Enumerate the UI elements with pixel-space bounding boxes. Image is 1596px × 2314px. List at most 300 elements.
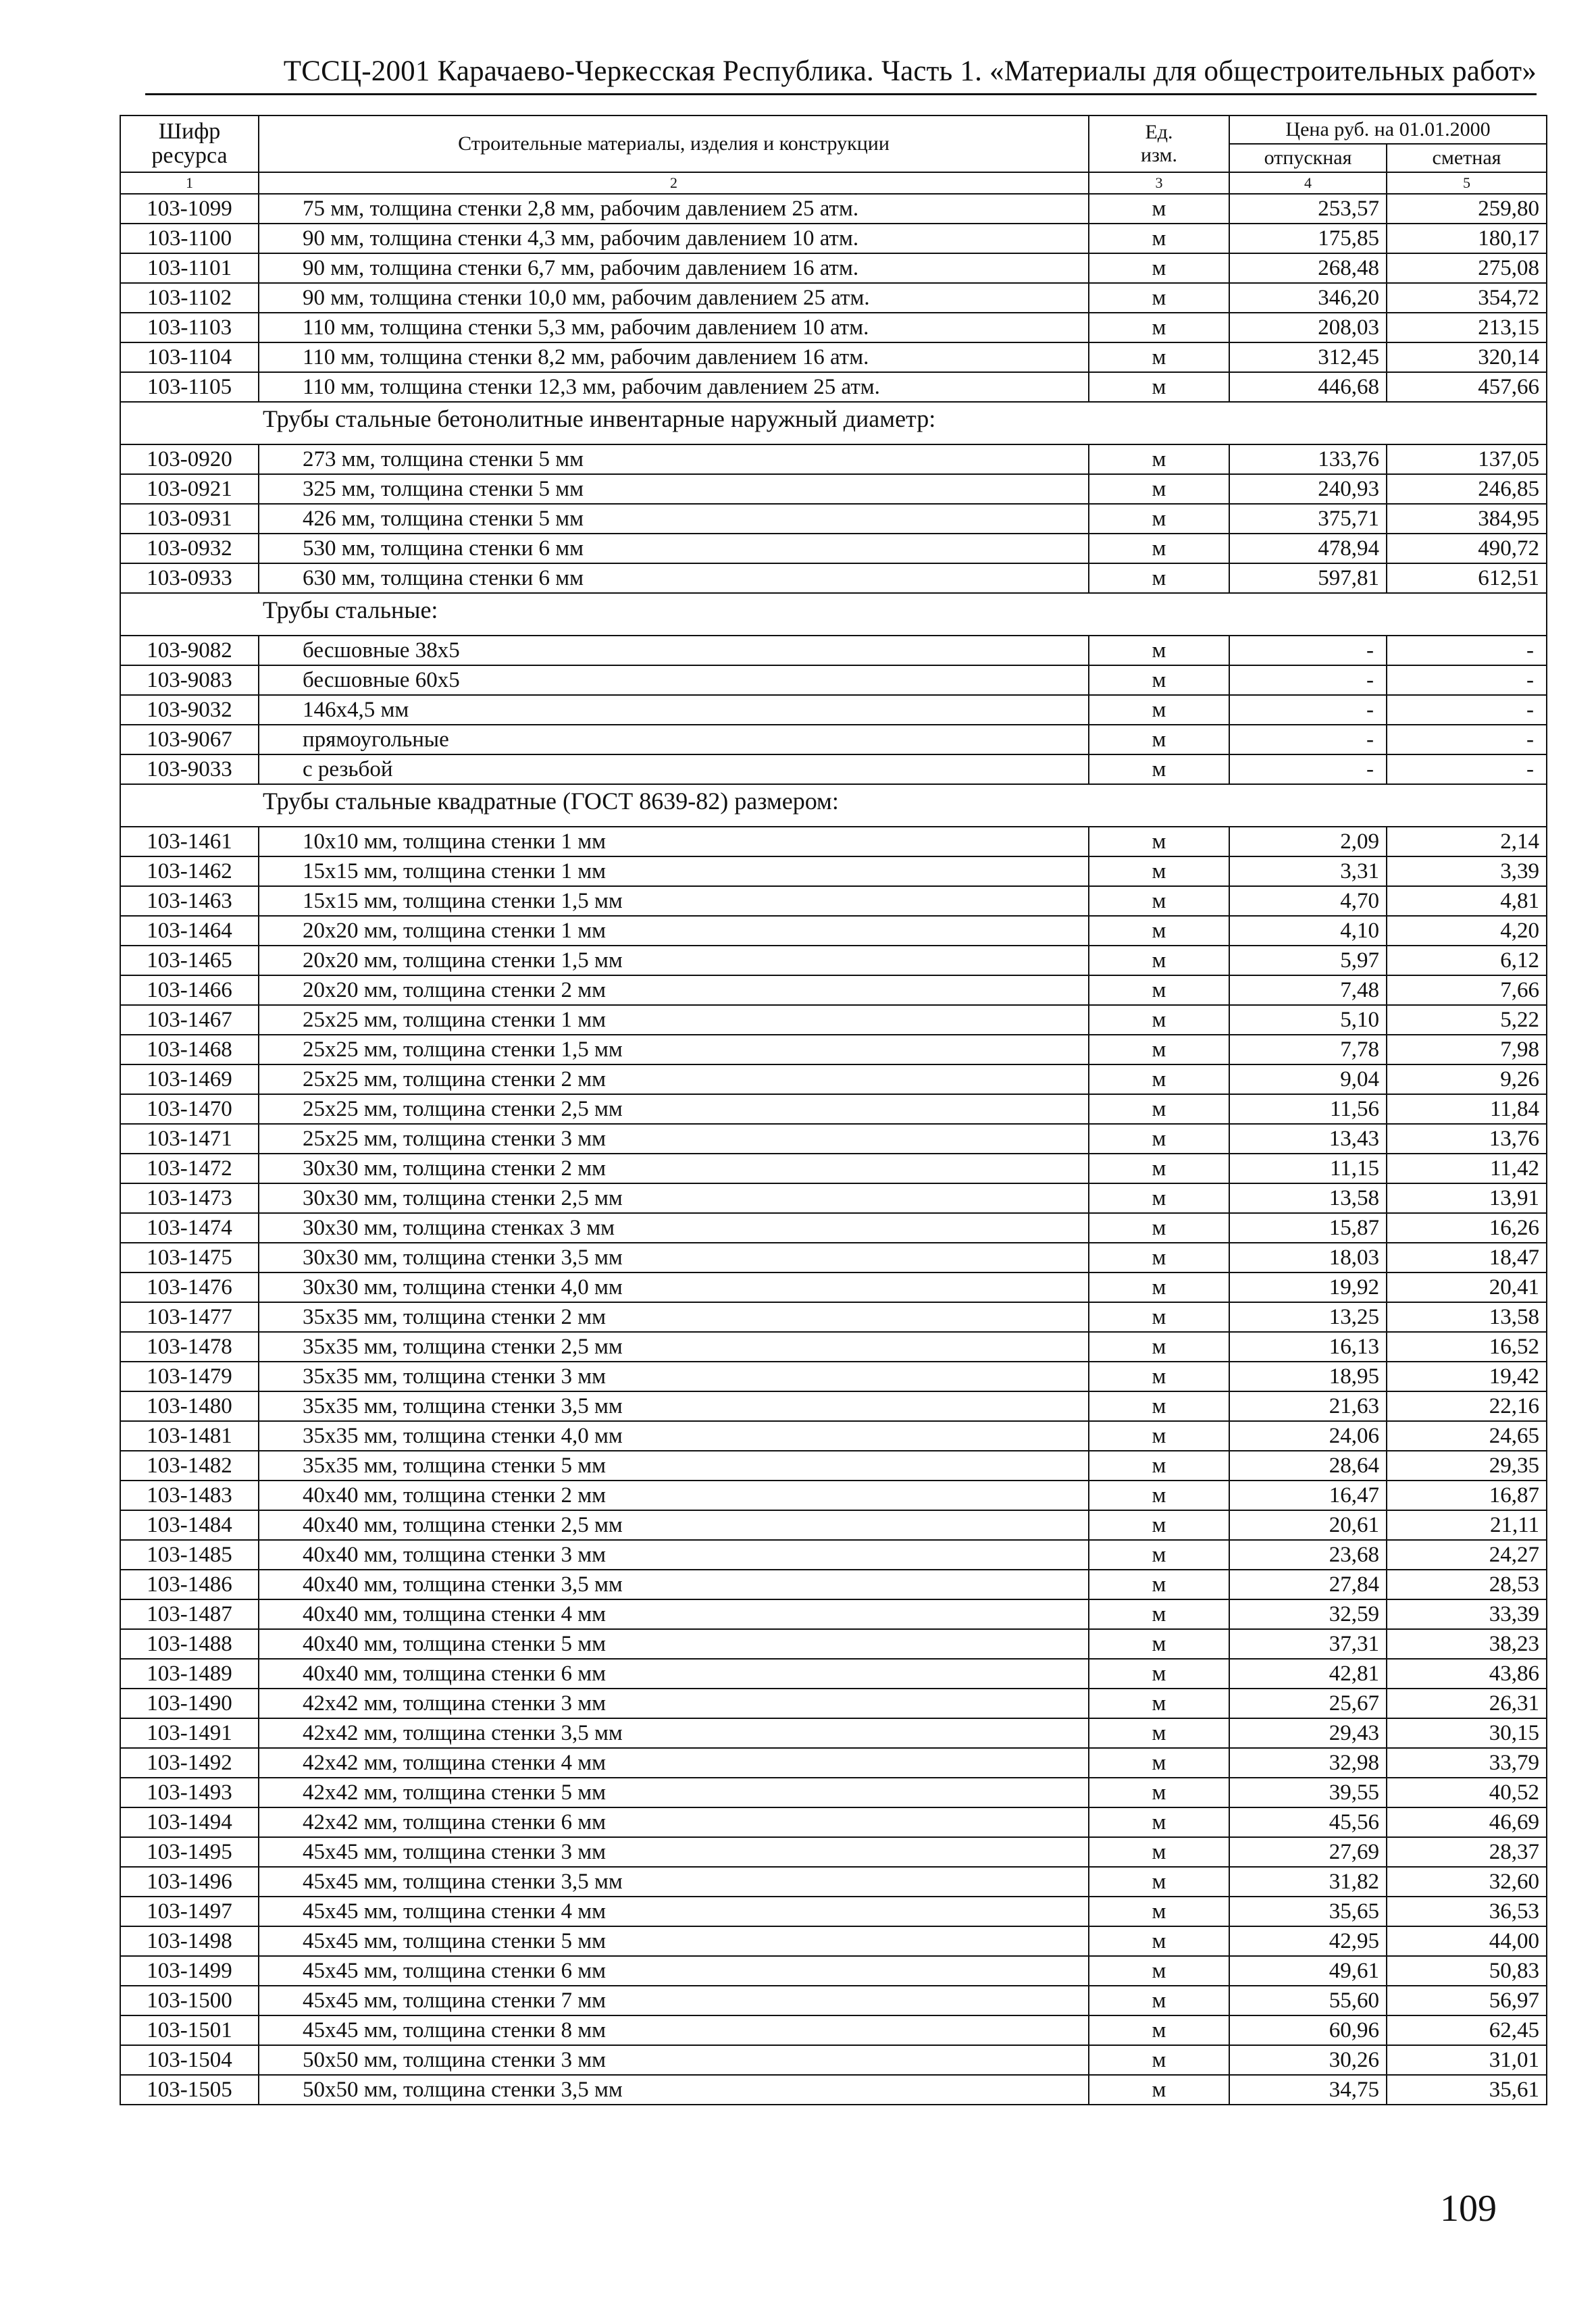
table-row [120, 1778, 1547, 1807]
table-row [120, 1807, 1547, 1837]
release-price: 133,76 [1229, 444, 1387, 474]
release-price: 42,95 [1229, 1926, 1387, 1956]
table-row [120, 534, 1547, 563]
release-price: 13,43 [1229, 1124, 1387, 1154]
header-unit: Ед. изм. [1089, 115, 1229, 172]
material-name: 273 мм, толщина стенки 5 мм [259, 444, 1089, 474]
table-row [120, 1599, 1547, 1629]
estimate-price: 30,15 [1387, 1718, 1547, 1748]
estimate-price: 24,27 [1387, 1540, 1547, 1570]
resource-code: 103-1100 [120, 224, 259, 253]
unit-of-measure: м [1089, 1897, 1229, 1926]
table-row [120, 1629, 1547, 1659]
resource-code: 103-1496 [120, 1867, 259, 1897]
group-title: Трубы стальные квадратные (ГОСТ 8639-82) размером: [120, 784, 1547, 827]
estimate-price: 13,58 [1387, 1302, 1547, 1332]
resource-code: 103-1490 [120, 1689, 259, 1718]
table-row [120, 1035, 1547, 1064]
release-price: 268,48 [1229, 253, 1387, 283]
material-name: 110 мм, толщина стенки 12,3 мм, рабочим давлением 25 атм. [259, 372, 1089, 402]
material-name: 15х15 мм, толщина стенки 1 мм [259, 856, 1089, 886]
resource-code: 103-1492 [120, 1748, 259, 1778]
release-price: 312,45 [1229, 342, 1387, 372]
table-row [120, 313, 1547, 342]
unit-of-measure: м [1089, 1302, 1229, 1332]
table-row [120, 1837, 1547, 1867]
table-row [120, 1659, 1547, 1689]
release-price: 16,47 [1229, 1481, 1387, 1510]
material-name: 45х45 мм, толщина стенки 3 мм [259, 1837, 1089, 1867]
material-name: 40х40 мм, толщина стенки 3,5 мм [259, 1570, 1089, 1599]
release-price: 29,43 [1229, 1718, 1387, 1748]
table-row [120, 1243, 1547, 1272]
material-name: бесшовные 38х5 [259, 636, 1089, 665]
release-price: 25,67 [1229, 1689, 1387, 1718]
header-name: Строительные материалы, изделия и конструкции [259, 115, 1089, 172]
estimate-price: 24,65 [1387, 1421, 1547, 1451]
resource-code: 103-1495 [120, 1837, 259, 1867]
unit-of-measure: м [1089, 886, 1229, 916]
material-name: 325 мм, толщина стенки 5 мм [259, 474, 1089, 504]
table-row [120, 754, 1547, 784]
resource-code: 103-1484 [120, 1510, 259, 1540]
resource-code: 103-1501 [120, 2015, 259, 2045]
release-price: 42,81 [1229, 1659, 1387, 1689]
estimate-price: 43,86 [1387, 1659, 1547, 1689]
resource-code: 103-0933 [120, 563, 259, 593]
material-name: 40х40 мм, толщина стенки 6 мм [259, 1659, 1089, 1689]
release-price: 18,95 [1229, 1362, 1387, 1391]
unit-of-measure: м [1089, 2045, 1229, 2075]
estimate-price: 20,41 [1387, 1272, 1547, 1302]
resource-code: 103-1478 [120, 1332, 259, 1362]
table-row [120, 283, 1547, 313]
material-name: прямоугольные [259, 725, 1089, 754]
material-name: с резьбой [259, 754, 1089, 784]
estimate-price: 32,60 [1387, 1867, 1547, 1897]
table-row [120, 224, 1547, 253]
estimate-price: 7,66 [1387, 975, 1547, 1005]
estimate-price: 40,52 [1387, 1778, 1547, 1807]
material-name: 42х42 мм, толщина стенки 3,5 мм [259, 1718, 1089, 1748]
table-row [120, 1926, 1547, 1956]
header-estimate: сметная [1387, 144, 1547, 172]
resource-code: 103-1103 [120, 313, 259, 342]
material-name: 35х35 мм, толщина стенки 5 мм [259, 1451, 1089, 1481]
material-name: 42х42 мм, толщина стенки 6 мм [259, 1807, 1089, 1837]
unit-of-measure: м [1089, 313, 1229, 342]
table-row [120, 1867, 1547, 1897]
table-row [120, 636, 1547, 665]
estimate-price: 16,52 [1387, 1332, 1547, 1362]
release-price: 208,03 [1229, 313, 1387, 342]
material-name: 42х42 мм, толщина стенки 3 мм [259, 1689, 1089, 1718]
unit-of-measure: м [1089, 916, 1229, 946]
table-row [120, 725, 1547, 754]
table-row [120, 1332, 1547, 1362]
table-row [120, 1897, 1547, 1926]
unit-of-measure: м [1089, 725, 1229, 754]
resource-code: 103-0920 [120, 444, 259, 474]
unit-of-measure: м [1089, 1362, 1229, 1391]
release-price: 39,55 [1229, 1778, 1387, 1807]
unit-of-measure: м [1089, 1510, 1229, 1540]
release-price: 49,61 [1229, 1956, 1387, 1986]
material-name: 40х40 мм, толщина стенки 2 мм [259, 1481, 1089, 1510]
table-row [120, 1570, 1547, 1599]
estimate-price: 13,76 [1387, 1124, 1547, 1154]
unit-of-measure: м [1089, 504, 1229, 534]
release-price: 4,70 [1229, 886, 1387, 916]
estimate-price: 259,80 [1387, 194, 1547, 224]
release-price: 16,13 [1229, 1332, 1387, 1362]
table-row [120, 372, 1547, 402]
unit-of-measure: м [1089, 534, 1229, 563]
material-name: 30х30 мм, толщина стенки 4,0 мм [259, 1272, 1089, 1302]
material-name: 25х25 мм, толщина стенки 1 мм [259, 1005, 1089, 1035]
resource-code: 103-9067 [120, 725, 259, 754]
unit-of-measure: м [1089, 253, 1229, 283]
estimate-price: 9,26 [1387, 1064, 1547, 1094]
estimate-price: 38,23 [1387, 1629, 1547, 1659]
material-name: 50х50 мм, толщина стенки 3 мм [259, 2045, 1089, 2075]
estimate-price: 354,72 [1387, 283, 1547, 313]
unit-of-measure: м [1089, 1629, 1229, 1659]
resource-code: 103-1461 [120, 827, 259, 856]
material-name: 50х50 мм, толщина стенки 3,5 мм [259, 2075, 1089, 2105]
unit-of-measure: м [1089, 1272, 1229, 1302]
estimate-price: 490,72 [1387, 534, 1547, 563]
unit-of-measure: м [1089, 1956, 1229, 1986]
release-price: 15,87 [1229, 1213, 1387, 1243]
unit-of-measure: м [1089, 1124, 1229, 1154]
unit-of-measure: м [1089, 665, 1229, 695]
resource-code: 103-9082 [120, 636, 259, 665]
resource-code: 103-1471 [120, 1124, 259, 1154]
column-number-row [120, 172, 1547, 194]
table-row [120, 2045, 1547, 2075]
unit-of-measure: м [1089, 1778, 1229, 1807]
table-row [120, 474, 1547, 504]
unit-of-measure: м [1089, 1599, 1229, 1629]
release-price: 45,56 [1229, 1807, 1387, 1837]
unit-of-measure: м [1089, 1807, 1229, 1837]
estimate-price: 13,91 [1387, 1183, 1547, 1213]
estimate-price: 21,11 [1387, 1510, 1547, 1540]
unit-of-measure: м [1089, 1035, 1229, 1064]
estimate-price: - [1387, 636, 1547, 665]
resource-code: 103-1491 [120, 1718, 259, 1748]
unit-of-measure: м [1089, 1926, 1229, 1956]
estimate-price: 384,95 [1387, 504, 1547, 534]
resource-code: 103-0931 [120, 504, 259, 534]
unit-of-measure: м [1089, 1064, 1229, 1094]
unit-of-measure: м [1089, 342, 1229, 372]
resource-code: 103-1475 [120, 1243, 259, 1272]
estimate-price: 275,08 [1387, 253, 1547, 283]
release-price: 30,26 [1229, 2045, 1387, 2075]
resource-code: 103-1498 [120, 1926, 259, 1956]
resource-code: 103-1481 [120, 1421, 259, 1451]
table-row [120, 946, 1547, 975]
release-price: - [1229, 636, 1387, 665]
material-name: 42х42 мм, толщина стенки 5 мм [259, 1778, 1089, 1807]
table-row [120, 916, 1547, 946]
resource-code: 103-9083 [120, 665, 259, 695]
release-price: 597,81 [1229, 563, 1387, 593]
unit-of-measure: м [1089, 946, 1229, 975]
unit-of-measure: м [1089, 1391, 1229, 1421]
release-price: 253,57 [1229, 194, 1387, 224]
release-price: 346,20 [1229, 283, 1387, 313]
release-price: 240,93 [1229, 474, 1387, 504]
material-name: 530 мм, толщина стенки 6 мм [259, 534, 1089, 563]
resource-code: 103-1466 [120, 975, 259, 1005]
release-price: 13,58 [1229, 1183, 1387, 1213]
resource-code: 103-1104 [120, 342, 259, 372]
estimate-price: 11,42 [1387, 1154, 1547, 1183]
resource-code: 103-1480 [120, 1391, 259, 1421]
group-title: Трубы стальные: [120, 593, 1547, 636]
material-name: 30х30 мм, толщина стенках 3 мм [259, 1213, 1089, 1243]
unit-of-measure: м [1089, 563, 1229, 593]
resource-code: 103-1464 [120, 916, 259, 946]
unit-of-measure: м [1089, 695, 1229, 725]
estimate-price: 56,97 [1387, 1986, 1547, 2015]
resource-code: 103-1489 [120, 1659, 259, 1689]
resource-code: 103-1505 [120, 2075, 259, 2105]
material-name: 426 мм, толщина стенки 5 мм [259, 504, 1089, 534]
release-price: 32,59 [1229, 1599, 1387, 1629]
resource-code: 103-9033 [120, 754, 259, 784]
estimate-price: 26,31 [1387, 1689, 1547, 1718]
unit-of-measure: м [1089, 1451, 1229, 1481]
table-row [120, 1986, 1547, 2015]
estimate-price: 50,83 [1387, 1956, 1547, 1986]
estimate-price: 11,84 [1387, 1094, 1547, 1124]
resource-code: 103-1487 [120, 1599, 259, 1629]
unit-of-measure: м [1089, 1421, 1229, 1451]
estimate-price: 44,00 [1387, 1926, 1547, 1956]
table-row [120, 1302, 1547, 1332]
table-body [120, 172, 1547, 2105]
release-price: 27,69 [1229, 1837, 1387, 1867]
material-name: 45х45 мм, толщина стенки 4 мм [259, 1897, 1089, 1926]
resource-code: 103-1462 [120, 856, 259, 886]
resource-code: 103-1473 [120, 1183, 259, 1213]
unit-of-measure: м [1089, 1659, 1229, 1689]
table-row [120, 827, 1547, 856]
table-row [120, 1748, 1547, 1778]
table-row [120, 1154, 1547, 1183]
estimate-price: 22,16 [1387, 1391, 1547, 1421]
estimate-price: 2,14 [1387, 827, 1547, 856]
unit-of-measure: м [1089, 444, 1229, 474]
estimate-price: - [1387, 754, 1547, 784]
column-number: 4 [1229, 172, 1387, 194]
unit-of-measure: м [1089, 1837, 1229, 1867]
estimate-price: - [1387, 725, 1547, 754]
material-name: 45х45 мм, толщина стенки 7 мм [259, 1986, 1089, 2015]
resource-code: 103-1101 [120, 253, 259, 283]
material-name: 630 мм, толщина стенки 6 мм [259, 563, 1089, 593]
material-name: 25х25 мм, толщина стенки 2 мм [259, 1064, 1089, 1094]
table-row [120, 1272, 1547, 1302]
table-row [120, 444, 1547, 474]
estimate-price: 3,39 [1387, 856, 1547, 886]
column-number: 1 [120, 172, 259, 194]
release-price: 9,04 [1229, 1064, 1387, 1094]
estimate-price: 19,42 [1387, 1362, 1547, 1391]
resource-code: 103-1494 [120, 1807, 259, 1837]
unit-of-measure: м [1089, 372, 1229, 402]
resource-code: 103-1467 [120, 1005, 259, 1035]
unit-of-measure: м [1089, 975, 1229, 1005]
page-number: 109 [1440, 2188, 1497, 2230]
material-name: 45х45 мм, толщина стенки 3,5 мм [259, 1867, 1089, 1897]
material-name: 25х25 мм, толщина стенки 1,5 мм [259, 1035, 1089, 1064]
release-price: 7,48 [1229, 975, 1387, 1005]
unit-of-measure: м [1089, 474, 1229, 504]
unit-of-measure: м [1089, 1689, 1229, 1718]
material-name: 90 мм, толщина стенки 10,0 мм, рабочим давлением 25 атм. [259, 283, 1089, 313]
estimate-price: 29,35 [1387, 1451, 1547, 1481]
release-price: 446,68 [1229, 372, 1387, 402]
resource-code: 103-1463 [120, 886, 259, 916]
release-price: 60,96 [1229, 2015, 1387, 2045]
release-price: 375,71 [1229, 504, 1387, 534]
table-row [120, 665, 1547, 695]
estimate-price: 46,69 [1387, 1807, 1547, 1837]
material-name: 20х20 мм, толщина стенки 1 мм [259, 916, 1089, 946]
unit-of-measure: м [1089, 1332, 1229, 1362]
table-row [120, 563, 1547, 593]
table-row [120, 1510, 1547, 1540]
material-name: 45х45 мм, толщина стенки 8 мм [259, 2015, 1089, 2045]
unit-of-measure: м [1089, 1243, 1229, 1272]
estimate-price: 6,12 [1387, 946, 1547, 975]
resource-code: 103-1469 [120, 1064, 259, 1094]
table-row [120, 856, 1547, 886]
unit-of-measure: м [1089, 1718, 1229, 1748]
column-number: 3 [1089, 172, 1229, 194]
header-title: ТССЦ-2001 Карачаево-Черкесская Республика. Часть 1. «Материалы для общестроительных работ» [283, 55, 1537, 87]
unit-of-measure: м [1089, 2075, 1229, 2105]
estimate-price: 213,15 [1387, 313, 1547, 342]
table-row [120, 1956, 1547, 1986]
estimate-price: 36,53 [1387, 1897, 1547, 1926]
table-row [120, 253, 1547, 283]
table-row [120, 1094, 1547, 1124]
table-row [120, 1421, 1547, 1451]
table-row [120, 886, 1547, 916]
unit-of-measure: м [1089, 754, 1229, 784]
table-row [120, 1183, 1547, 1213]
release-price: 175,85 [1229, 224, 1387, 253]
release-price: 19,92 [1229, 1272, 1387, 1302]
estimate-price: - [1387, 695, 1547, 725]
header-price: Цена руб. на 01.01.2000 [1229, 115, 1547, 144]
material-name: 35х35 мм, толщина стенки 2,5 мм [259, 1332, 1089, 1362]
table-row [120, 1064, 1547, 1094]
page-header [145, 54, 1537, 95]
group-row [120, 784, 1547, 827]
material-name: 20х20 мм, толщина стенки 2 мм [259, 975, 1089, 1005]
unit-of-measure: м [1089, 1213, 1229, 1243]
material-name: 45х45 мм, толщина стенки 5 мм [259, 1926, 1089, 1956]
resource-code: 103-1099 [120, 194, 259, 224]
unit-of-measure: м [1089, 1748, 1229, 1778]
table-row [120, 504, 1547, 534]
group-row [120, 402, 1547, 444]
release-price: 31,82 [1229, 1867, 1387, 1897]
material-name: 40х40 мм, толщина стенки 4 мм [259, 1599, 1089, 1629]
estimate-price: 137,05 [1387, 444, 1547, 474]
release-price: 28,64 [1229, 1451, 1387, 1481]
resource-code: 103-1470 [120, 1094, 259, 1124]
material-name: 35х35 мм, толщина стенки 3 мм [259, 1362, 1089, 1391]
release-price: - [1229, 695, 1387, 725]
release-price: 5,97 [1229, 946, 1387, 975]
table-row [120, 342, 1547, 372]
release-price: - [1229, 754, 1387, 784]
resource-code: 103-1493 [120, 1778, 259, 1807]
material-name: 45х45 мм, толщина стенки 6 мм [259, 1956, 1089, 1986]
resource-code: 103-1482 [120, 1451, 259, 1481]
release-price: 32,98 [1229, 1748, 1387, 1778]
release-price: 35,65 [1229, 1897, 1387, 1926]
estimate-price: 16,26 [1387, 1213, 1547, 1243]
material-name: 35х35 мм, толщина стенки 4,0 мм [259, 1421, 1089, 1451]
table-row [120, 1718, 1547, 1748]
unit-of-measure: м [1089, 2015, 1229, 2045]
unit-of-measure: м [1089, 1986, 1229, 2015]
group-title: Трубы стальные бетонолитные инвентарные наружный диаметр: [120, 402, 1547, 444]
estimate-price: 33,39 [1387, 1599, 1547, 1629]
resource-code: 103-1476 [120, 1272, 259, 1302]
material-name: 35х35 мм, толщина стенки 2 мм [259, 1302, 1089, 1332]
unit-of-measure: м [1089, 1481, 1229, 1510]
material-name: 146х4,5 мм [259, 695, 1089, 725]
estimate-price: 62,45 [1387, 2015, 1547, 2045]
unit-of-measure: м [1089, 1154, 1229, 1183]
material-name: 40х40 мм, толщина стенки 2,5 мм [259, 1510, 1089, 1540]
estimate-price: 28,37 [1387, 1837, 1547, 1867]
resource-code: 103-1486 [120, 1570, 259, 1599]
table-row [120, 194, 1547, 224]
resource-code: 103-1465 [120, 946, 259, 975]
material-name: 30х30 мм, толщина стенки 2 мм [259, 1154, 1089, 1183]
table-row [120, 1362, 1547, 1391]
resource-code: 103-1479 [120, 1362, 259, 1391]
resource-code: 103-1483 [120, 1481, 259, 1510]
table-row [120, 2075, 1547, 2105]
column-number: 2 [259, 172, 1089, 194]
release-price: 7,78 [1229, 1035, 1387, 1064]
release-price: 3,31 [1229, 856, 1387, 886]
resource-code: 103-9032 [120, 695, 259, 725]
resource-code: 103-1488 [120, 1629, 259, 1659]
group-row [120, 593, 1547, 636]
material-name: 35х35 мм, толщина стенки 3,5 мм [259, 1391, 1089, 1421]
estimate-price: 16,87 [1387, 1481, 1547, 1510]
estimate-price: 320,14 [1387, 342, 1547, 372]
release-price: 478,94 [1229, 534, 1387, 563]
material-name: 10х10 мм, толщина стенки 1 мм [259, 827, 1089, 856]
material-name: бесшовные 60х5 [259, 665, 1089, 695]
release-price: - [1229, 665, 1387, 695]
release-price: 5,10 [1229, 1005, 1387, 1035]
